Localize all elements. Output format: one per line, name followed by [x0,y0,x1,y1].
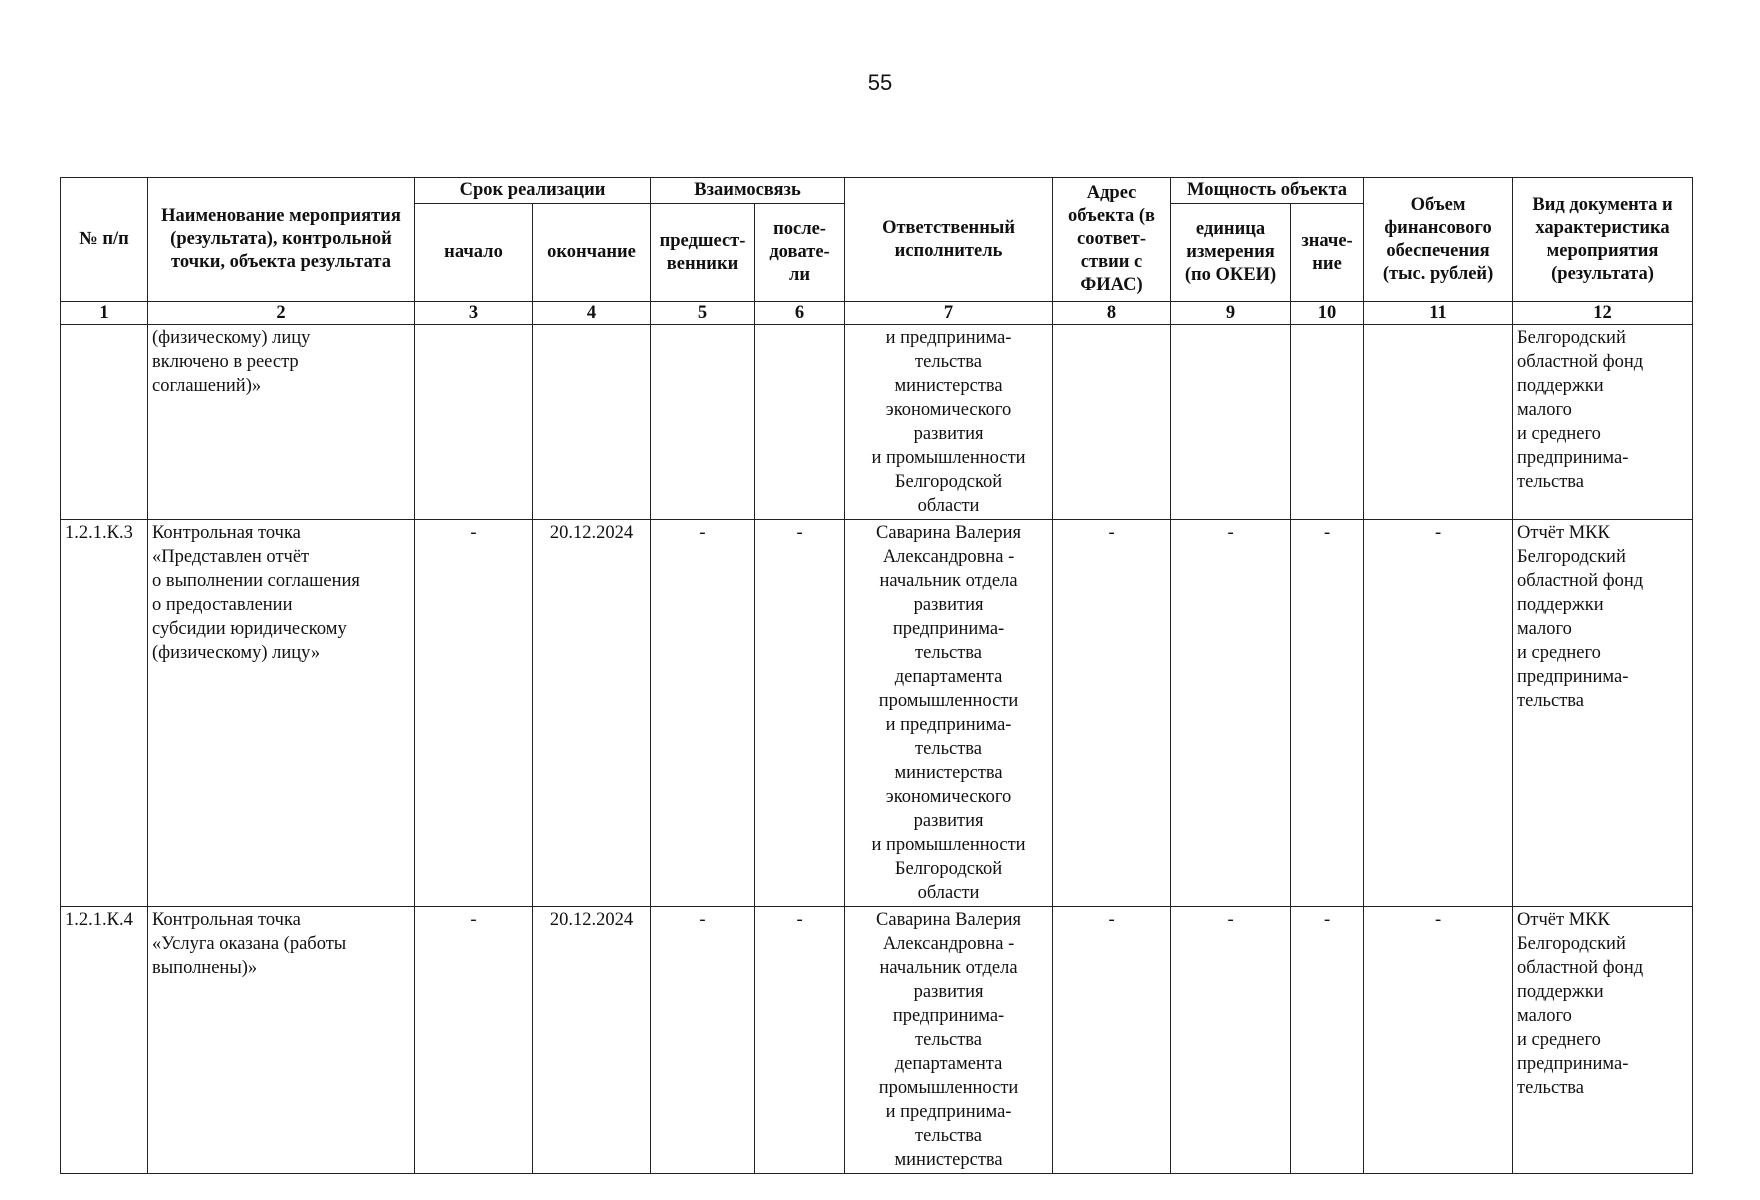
column-number: 12 [1513,302,1693,325]
header-start: начало [415,204,533,302]
column-number: 6 [755,302,845,325]
row-end: 20.12.2024 [533,520,651,907]
row-successors: - [755,907,845,1174]
row-successors [755,325,845,520]
header-value: значе-ние [1291,204,1364,302]
column-number: 5 [651,302,755,325]
row-doc: Отчёт МКК Белгородский областной фонд поддержки малого и среднего предпринима- тельства [1513,907,1693,1174]
table-row [61,325,1693,520]
row-address [1053,325,1171,520]
header-responsible: Ответственный исполнитель [845,178,1053,302]
row-finance: - [1364,907,1513,1174]
table-row [61,520,1693,907]
header-unit: единица измерения (по ОКЕИ) [1171,204,1291,302]
row-value: - [1291,907,1364,1174]
row-num: 1.2.1.К.3 [61,520,148,907]
header-num: № п/п [61,178,148,302]
row-finance: - [1364,520,1513,907]
row-unit: - [1171,520,1291,907]
row-end [533,325,651,520]
column-number: 10 [1291,302,1364,325]
activities-table [60,177,1693,1174]
row-predecessors [651,325,755,520]
column-number: 4 [533,302,651,325]
row-start: - [415,907,533,1174]
header-end: окончание [533,204,651,302]
row-responsible: Саварина Валерия Александровна - начальник отдела развития предпринима- тельства департамента промышленности и предпринима- тельства министерства [845,907,1053,1174]
column-number: 8 [1053,302,1171,325]
column-number: 9 [1171,302,1291,325]
row-address: - [1053,520,1171,907]
column-number-row [61,302,1693,325]
column-number: 1 [61,302,148,325]
row-predecessors: - [651,520,755,907]
row-num [61,325,148,520]
row-successors: - [755,520,845,907]
row-start: - [415,520,533,907]
header-address: Адрес объекта (в соответ-ствии с ФИАС) [1053,178,1171,302]
header-relation: Взаимосвязь [651,178,845,204]
row-responsible: и предпринима- тельства министерства экономического развития и промышленности Белгородской области [845,325,1053,520]
header-term: Срок реализации [415,178,651,204]
row-value: - [1291,520,1364,907]
header-name: Наименование мероприятия (результата), контрольной точки, объекта результата [148,178,415,302]
column-number: 3 [415,302,533,325]
header-row-1 [61,178,1693,204]
row-responsible: Саварина Валерия Александровна - начальник отдела развития предпринима- тельства департамента промышленности и предпринима- тельства министерства экономического развития и промышленности Белгородской области [845,520,1053,907]
row-num: 1.2.1.К.4 [61,907,148,1174]
row-unit [1171,325,1291,520]
row-end: 20.12.2024 [533,907,651,1174]
row-predecessors: - [651,907,755,1174]
row-start [415,325,533,520]
table-row [61,907,1693,1174]
row-doc: Отчёт МКК Белгородский областной фонд поддержки малого и среднего предпринима- тельства [1513,520,1693,907]
page-number: 55 [867,70,893,95]
header-finance: Объем финансового обеспечения (тыс. рублей) [1364,178,1513,302]
row-name: Контрольная точка «Представлен отчёт о выполнении соглашения о предоставлении субсидии юридическому (физическому) лицу» [148,520,415,907]
row-finance [1364,325,1513,520]
header-capacity: Мощность объекта [1171,178,1364,204]
column-number: 7 [845,302,1053,325]
column-number: 2 [148,302,415,325]
row-doc: Белгородский областной фонд поддержки малого и среднего предпринима- тельства [1513,325,1693,520]
header-doc: Вид документа и характеристика мероприятия (результата) [1513,178,1693,302]
row-address: - [1053,907,1171,1174]
row-value [1291,325,1364,520]
column-number: 11 [1364,302,1513,325]
row-name: Контрольная точка «Услуга оказана (работы выполнены)» [148,907,415,1174]
header-successors: после-довате-ли [755,204,845,302]
header-predecessors: предшест-венники [651,204,755,302]
row-name: (физическому) лицу включено в реестр соглашений)» [148,325,415,520]
row-unit: - [1171,907,1291,1174]
